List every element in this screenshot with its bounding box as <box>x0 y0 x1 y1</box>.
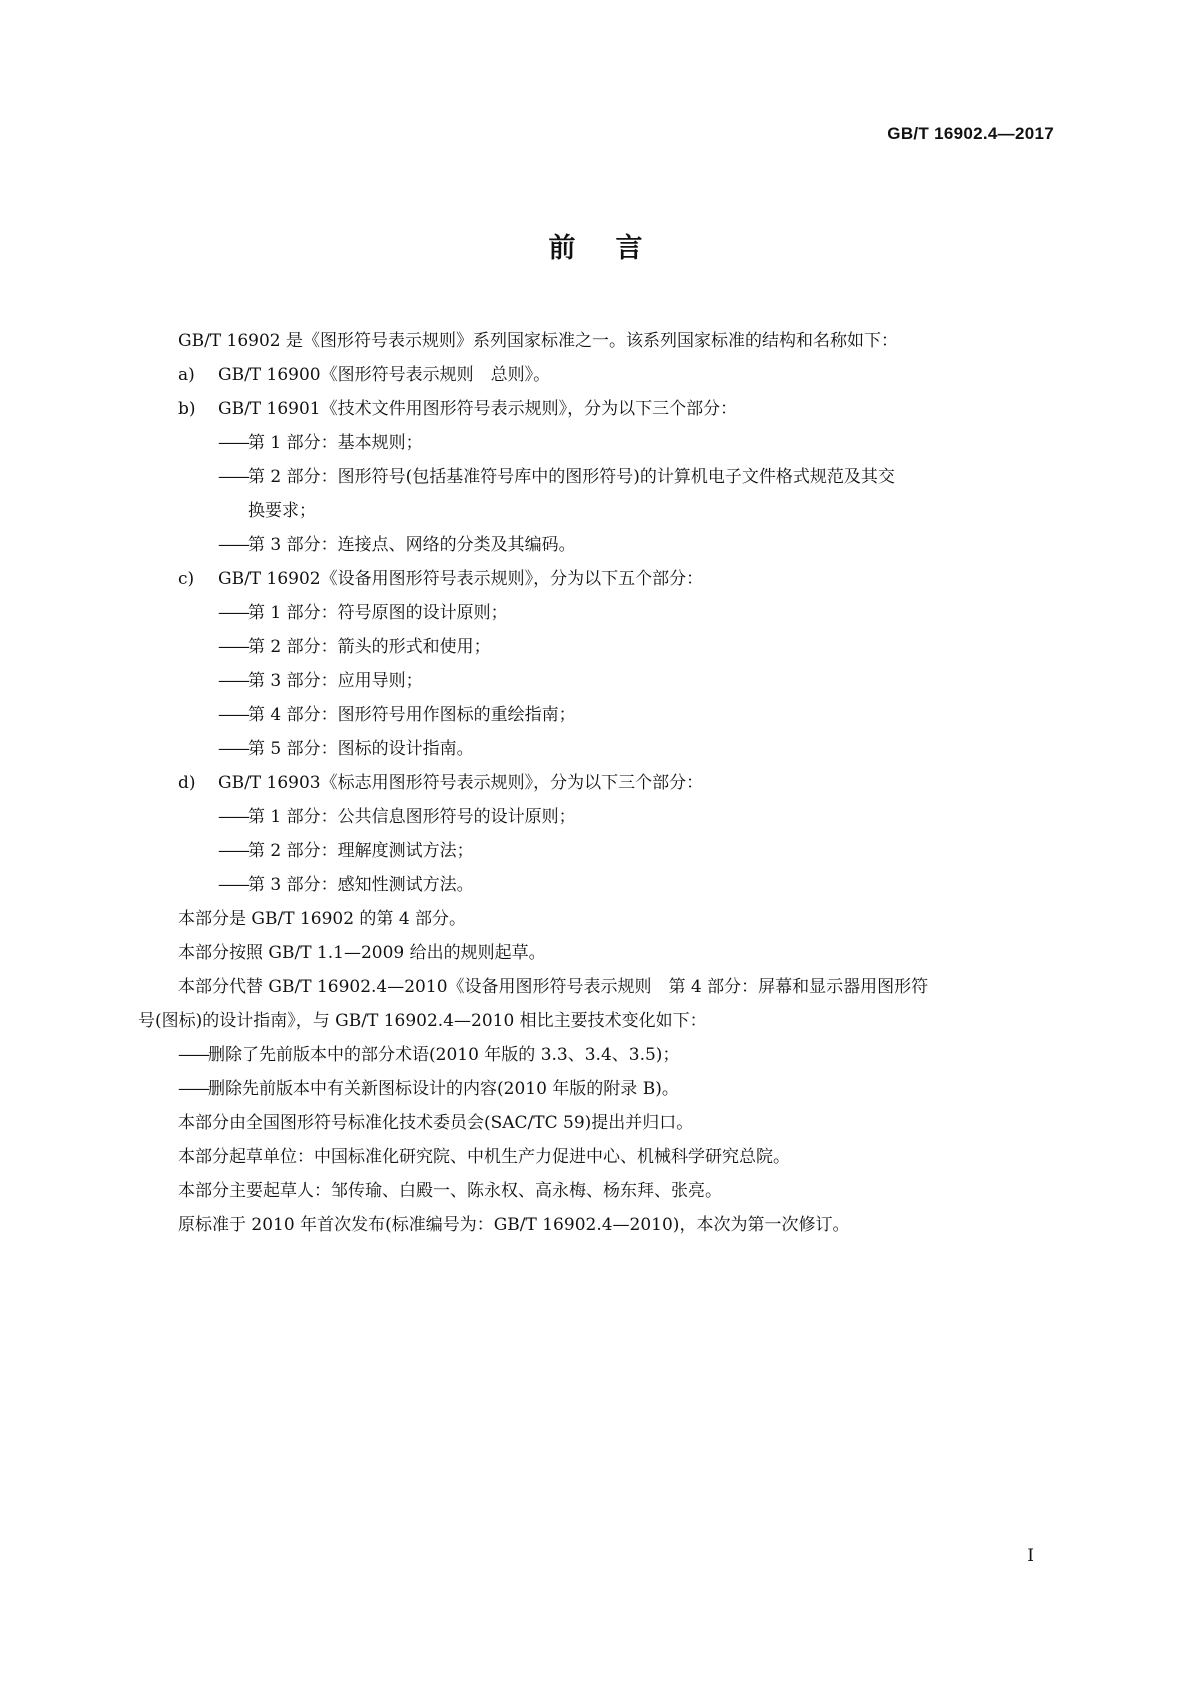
list-item-c <box>178 564 703 589</box>
dash: —— <box>218 433 248 453</box>
paragraph: 本部分主要起草人：邹传瑜、白殿一、陈永权、高永梅、杨东拜、张亮。 <box>178 1181 722 1201</box>
sub-item-text: 第 4 部分：图形符号用作图标的重绘指南； <box>248 705 576 725</box>
sub-item <box>218 870 474 895</box>
change-item <box>178 1040 679 1065</box>
sub-item-text: 第 1 部分：基本规则； <box>248 433 423 453</box>
sub-item-text: 第 3 部分：应用导则； <box>248 671 423 691</box>
list-item-a <box>178 360 550 385</box>
change-item-text: 删除先前版本中有关新图标设计的内容(2010 年版的附录 B)。 <box>208 1079 679 1099</box>
list-item-b <box>178 394 737 419</box>
sub-item <box>218 530 576 555</box>
dash: —— <box>178 1045 208 1065</box>
paragraph: 本部分代替 GB/T 16902.4—2010《设备用图形符号表示规则 第 4 部分：屏幕和显示器用图形符 <box>178 977 929 997</box>
sub-item <box>218 598 508 623</box>
paragraph: 本部分由全国图形符号标准化技术委员会(SAC/TC 59)提出并归口。 <box>178 1113 694 1133</box>
list-item-d <box>178 768 703 793</box>
page-number: I <box>1027 1546 1034 1566</box>
sub-item <box>218 836 474 861</box>
sub-item <box>218 666 423 691</box>
sub-item-text: 第 5 部分：图标的设计指南。 <box>248 739 474 759</box>
change-item-text: 删除了先前版本中的部分术语(2010 年版的 3.3、3.4、3.5)； <box>208 1045 680 1065</box>
dash: —— <box>218 841 248 861</box>
dash: —— <box>218 739 248 759</box>
dash: —— <box>218 671 248 691</box>
paragraph-continuation: 号(图标)的设计指南》，与 GB/T 16902.4—2010 相比主要技术变化如下： <box>138 1011 707 1031</box>
sub-item-text: 第 2 部分：理解度测试方法； <box>248 841 474 861</box>
paragraph: 本部分起草单位：中国标准化研究院、中机生产力促进中心、机械科学研究总院。 <box>178 1147 790 1167</box>
sub-item-text: 第 2 部分：图形符号(包括基准符号库中的图形符号)的计算机电子文件格式规范及其交 <box>248 467 895 487</box>
dash: —— <box>218 467 248 487</box>
dash: —— <box>218 705 248 725</box>
list-marker: d) <box>178 773 196 793</box>
page-title: 前言 <box>548 233 683 264</box>
sub-item-text: 第 3 部分：连接点、网络的分类及其编码。 <box>248 535 576 555</box>
dash: —— <box>218 637 248 657</box>
list-marker: b) <box>178 399 196 419</box>
sub-item <box>218 462 895 487</box>
paragraph-intro: GB/T 16902 是《图形符号表示规则》系列国家标准之一。该系列国家标准的结构和名称如下： <box>178 331 899 351</box>
list-item-text: GB/T 16903《标志用图形符号表示规则》，分为以下三个部分： <box>218 773 704 793</box>
list-marker: a) <box>178 365 195 385</box>
sub-item <box>218 428 423 453</box>
sub-item-text: 第 3 部分：感知性测试方法。 <box>248 875 474 895</box>
dash: —— <box>218 603 248 623</box>
sub-item-text: 第 2 部分：箭头的形式和使用； <box>248 637 491 657</box>
dash: —— <box>218 535 248 555</box>
sub-item <box>218 700 576 725</box>
list-marker: c) <box>178 569 195 589</box>
sub-item-continuation: 换要求； <box>248 501 316 521</box>
list-item-text: GB/T 16902《设备用图形符号表示规则》，分为以下五个部分： <box>218 569 704 589</box>
list-item-text: GB/T 16900《图形符号表示规则 总则》。 <box>218 365 551 385</box>
list-item-text: GB/T 16901《技术文件用图形符号表示规则》，分为以下三个部分： <box>218 399 738 419</box>
dash: —— <box>178 1079 208 1099</box>
sub-item <box>218 632 491 657</box>
sub-item-text: 第 1 部分：公共信息图形符号的设计原则； <box>248 807 576 827</box>
change-item <box>178 1074 679 1099</box>
sub-item-text: 第 1 部分：符号原图的设计原则； <box>248 603 508 623</box>
sub-item <box>218 734 474 759</box>
paragraph: 本部分是 GB/T 16902 的第 4 部分。 <box>178 909 467 929</box>
standard-number: GB/T 16902.4—2017 <box>887 124 1054 143</box>
sub-item <box>218 802 576 827</box>
dash: —— <box>218 807 248 827</box>
paragraph: 原标准于 2010 年首次发布(标准编号为：GB/T 16902.4—2010)，本次为第一次修订。 <box>178 1215 850 1235</box>
dash: —— <box>218 875 248 895</box>
paragraph: 本部分按照 GB/T 1.1—2009 给出的规则起草。 <box>178 943 546 963</box>
